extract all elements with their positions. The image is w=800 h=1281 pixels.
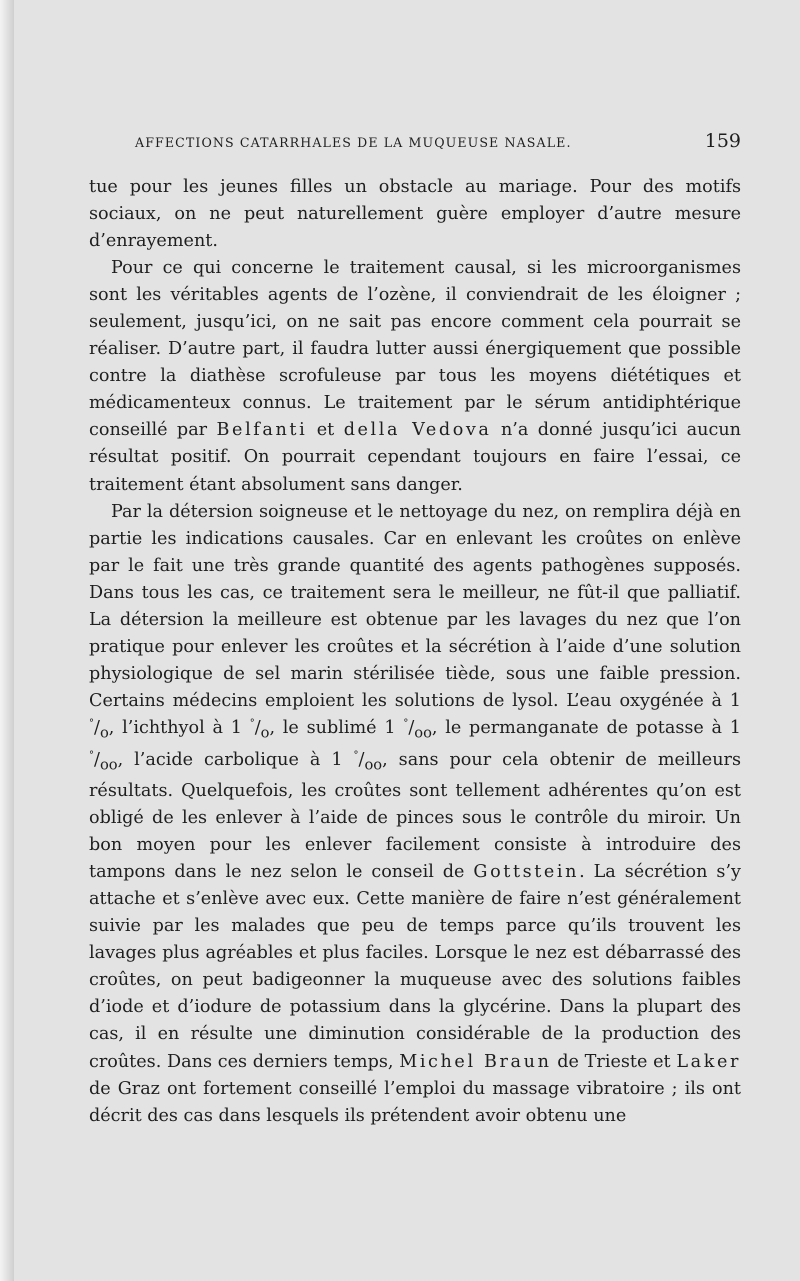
text-run: , l’acide carbolique à 1 [117,749,354,770]
page-content [89,130,741,1130]
text-run: , le sublimé 1 [269,717,404,738]
fraction-denominator: o [260,724,270,742]
author-name: Belfanti [216,420,308,441]
book-page [14,0,800,1281]
text-run: , le permanganate de potasse à 1 [431,717,741,738]
fraction-degree: ° [353,749,359,761]
text-run: Par la détersion soigneuse et le nettoyage du nez, on remplira déjà en partie les indications causales. Car en enlevant les croûtes on enlève par le fait une très grande quantité des agents pathogènes supposés. Dans tous les cas, ce traitement sera le meilleur, ne fût-il que palliatif. La détersion la meilleure est obtenue par les lavages du nez que l’on pratique pour enlever les croûtes et la sécrétion à l’aide d’une solution physiologique de sel marin stérilisée tiède, sous une faible pression. Certains médecins emploient les solutions de lysol. L’eau oxygénée à 1 [89,501,741,711]
text-run: tue pour les jeunes filles un obstacle au mariage. Pour des motifs sociaux, on ne peut naturellement guère employer d’autre mesure d’enrayement. [89,177,741,252]
text-run: , l’ichthyol à 1 [108,717,250,738]
page-number: 159 [704,130,741,152]
fraction-denominator: oo [414,724,432,742]
text-run: et [307,420,344,441]
body-text [89,174,741,1130]
running-title: AFFECTIONS CATARRHALES DE LA MUQUEUSE NASALE. [135,135,572,150]
paragraph-continuation [89,174,741,255]
fraction-degree: ° [403,718,409,730]
fraction-denominator: oo [364,756,383,774]
paragraph-causal-treatment [89,255,741,498]
fraction-degree: ° [89,749,94,761]
fraction-slash: / [358,749,365,770]
fraction-slash: / [94,749,100,770]
author-name: della Vedova [343,420,492,441]
fraction-denominator: oo [99,756,118,774]
fraction-slash: / [408,717,415,738]
text-run: , sans pour cela obtenir de meilleurs résultats. Quelquefois, les croûtes sont tellement adhérentes qu’on est obligé de les enlever à l’aide de pinces sous le contrôle du miroir. Un bon moyen pour les enlever facilement consiste à introduire des tampons dans le nez selon le conseil de [89,749,741,883]
text-run: de Trieste et [551,1051,677,1072]
fraction-slash: / [254,717,261,738]
scan-edge [0,0,14,1281]
fraction-degree: ° [249,718,255,730]
fraction-denominator: o [99,724,109,742]
paragraph-detersion [89,499,741,1130]
author-name: Laker [676,1051,741,1072]
author-name: Michel Braun [399,1051,552,1072]
text-run: de Graz ont fortement conseillé l’emploi du massage vibratoire ; ils ont décrit des cas dans lesquels ils prétendent avoir obtenu une [89,1078,741,1126]
author-name: Gottstein [473,862,580,883]
fraction-degree: ° [89,718,94,730]
running-head [89,130,741,160]
text-run: . La sécrétion s’y attache et s’enlève avec eux. Cette manière de faire n’est généralement suivie par les malades que peu de temps parce qu’ils trouvent les lavages plus agréables et plus faciles. Lorsque le nez est débarrassé des croûtes, on peut badigeonner la muqueuse avec des solutions faibles d’iode et d’iodure de potassium dans la glycérine. Dans la plupart des cas, il en résulte une diminution considérable de la production des croûtes. Dans ces derniers temps, [89,862,741,1072]
text-run: n’a donné jusqu’ici aucun résultat positif. On pourrait cependant toujours en faire l’essai, ce traitement étant absolument sans danger. [89,420,741,495]
fraction-slash: / [94,717,100,738]
text-run: Pour ce qui concerne le traitement causal, si les microorganismes sont les véritables agents de l’ozène, il conviendrait de les éloigner ; seulement, jusqu’ici, on ne sait pas encore comment cela pourrait se réaliser. D’autre part, il faudra lutter aussi énergiquement que possible contre la diathèse scrofuleuse par tous les moyens diététiques et médicamenteux connus. Le traitement par le sérum antidiphtérique conseillé par [89,258,741,441]
